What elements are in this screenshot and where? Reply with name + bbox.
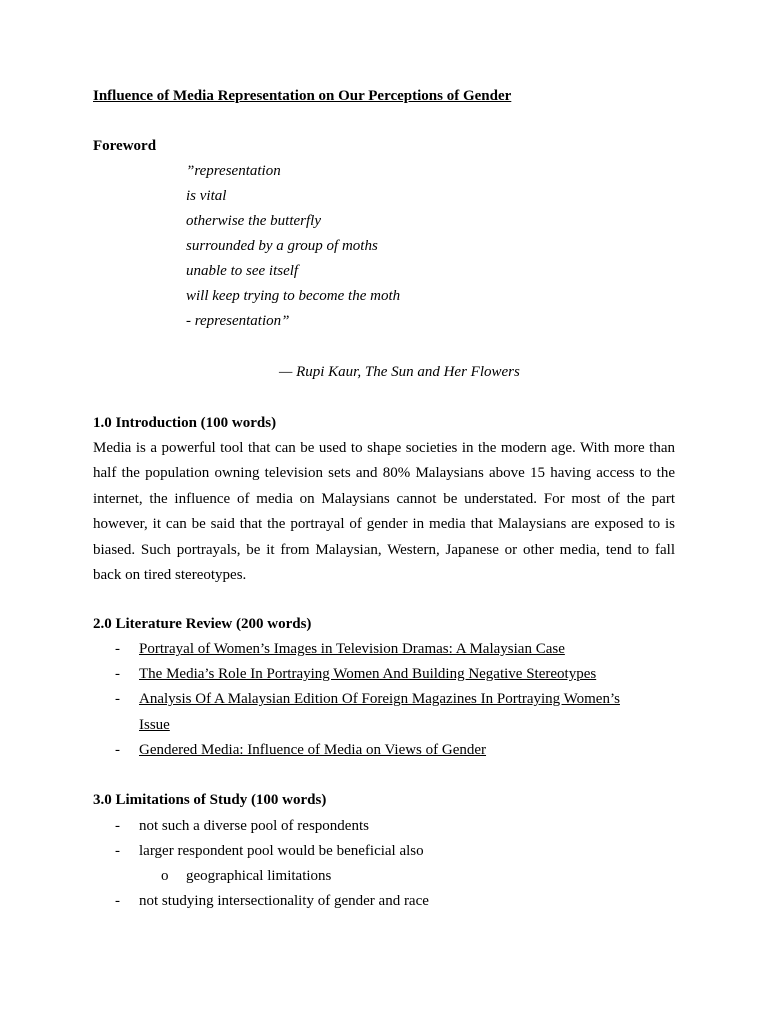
literature-review-heading: 2.0 Literature Review (200 words) bbox=[93, 616, 312, 632]
limitation-item: not such a diverse pool of respondents bbox=[139, 818, 369, 834]
poem-line: ”representation bbox=[186, 163, 281, 179]
poem-line: will keep trying to become the moth bbox=[186, 288, 401, 304]
limitation-sub-item: geographical limitations bbox=[186, 868, 332, 884]
list-bullet: - bbox=[115, 691, 120, 707]
literature-link-2[interactable]: The Media’s Role In Portraying Women And Building Negative Stereotypes bbox=[139, 666, 597, 682]
literature-link-4[interactable]: Gendered Media: Influence of Media on Views of Gender bbox=[139, 742, 487, 758]
poem-line: unable to see itself bbox=[186, 263, 299, 279]
literature-link-1[interactable]: Portrayal of Women’s Images in Television Dramas: A Malaysian Case bbox=[139, 641, 565, 657]
list-bullet: - bbox=[115, 843, 120, 859]
list-bullet: - bbox=[115, 818, 120, 834]
limitation-item: larger respondent pool would be beneficial also bbox=[139, 843, 424, 859]
list-bullet: - bbox=[115, 641, 120, 657]
foreword-heading: Foreword bbox=[93, 138, 157, 154]
document-title: Influence of Media Representation on Our Perceptions of Gender bbox=[93, 88, 512, 104]
poem-line: - representation” bbox=[186, 313, 290, 329]
limitation-item: not studying intersectionality of gender and race bbox=[139, 893, 429, 909]
list-bullet: - bbox=[115, 893, 120, 909]
introduction-heading: 1.0 Introduction (100 words) bbox=[93, 415, 277, 431]
introduction-body: Media is a powerful tool that can be used to shape societies in the modern age. With more than half the population owning television sets and 80% Malaysians above 15 having access to the internet, the influence of media on Malaysians cannot be understated. For most of the part however, it can be said that the portrayal of gender in media that Malaysians are exposed to is biased. Such portrayals, be it from Malaysian, Western, Japanese or other media, tend to fall back on tired stereotypes. bbox=[93, 440, 675, 584]
poem-line: surrounded by a group of moths bbox=[186, 238, 378, 254]
list-bullet: - bbox=[115, 666, 120, 682]
poem-attribution: — Rupi Kaur, The Sun and Her Flowers bbox=[279, 364, 520, 380]
limitations-heading: 3.0 Limitations of Study (100 words) bbox=[93, 792, 327, 808]
literature-link-3-continued[interactable]: Issue bbox=[139, 717, 170, 733]
poem-line: otherwise the butterfly bbox=[186, 213, 321, 229]
sub-list-bullet: o bbox=[161, 868, 169, 884]
list-bullet: - bbox=[115, 742, 120, 758]
poem-line: is vital bbox=[186, 188, 227, 204]
literature-link-3[interactable]: Analysis Of A Malaysian Edition Of Foreign Magazines In Portraying Women’s bbox=[139, 691, 620, 707]
